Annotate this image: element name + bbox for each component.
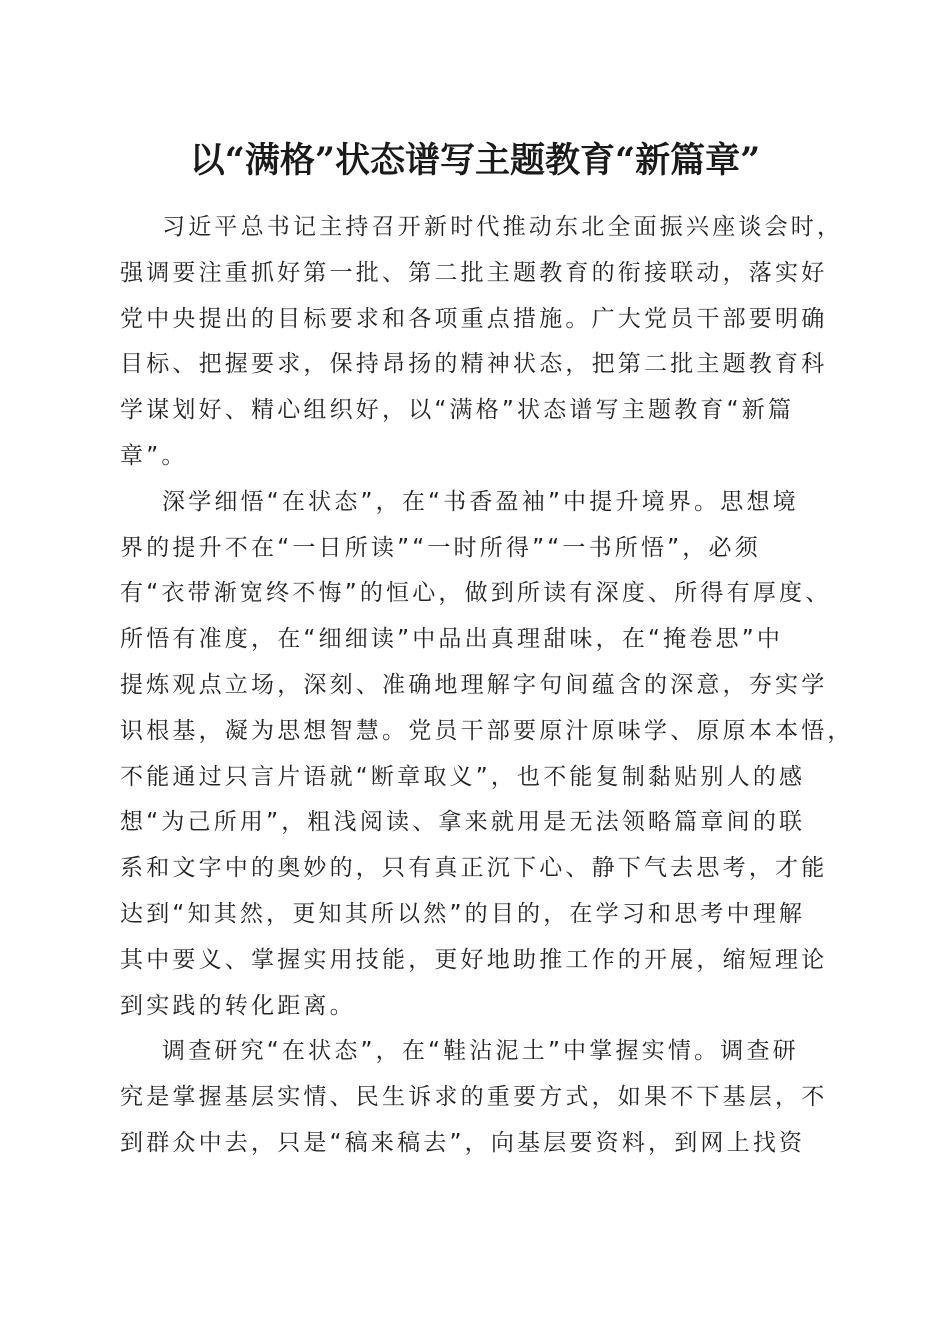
text-line: 想“为己所用”，粗浅阅读、拿来就用是无法领略篇章间的联 bbox=[120, 809, 806, 836]
text-line: 其中要义、掌握实用技能，更好地助推工作的开展，缩短理论 bbox=[120, 946, 828, 973]
paragraph-1 bbox=[120, 205, 844, 480]
text-line: 究是掌握基层实情、民生诉求的重要方式，如果不下基层，不 bbox=[120, 1084, 828, 1111]
text-line: 界的提升不在“一日所读”“一时所得”“一书所悟”，必须 bbox=[120, 534, 761, 561]
document-title: 以“满格”状态谱写主题教育“新篇章” bbox=[189, 140, 761, 181]
text-line: 识根基，凝为思想智慧。党员干部要原汁原味学、原原本本悟， bbox=[120, 717, 854, 744]
text-line: 系和文字中的奥妙的，只有真正沉下心、静下气去思考，才能 bbox=[120, 855, 828, 882]
paragraph-2 bbox=[120, 480, 854, 1030]
text-line: 学谋划好、精心组织好，以“满格”状态谱写主题教育“新篇 bbox=[120, 397, 795, 424]
document-body bbox=[120, 205, 854, 1167]
text-line: 所悟有准度，在“细细读”中品出真理甜味，在“掩卷思”中 bbox=[120, 626, 784, 653]
text-line: 深学细悟“在状态”，在“书香盈袖”中提升境界。思想境 bbox=[162, 488, 799, 515]
text-line: 到群众中去，只是“稿来稿去”，向基层要资料，到网上找资 bbox=[120, 1129, 806, 1156]
text-line: 目标、把握要求，保持昂扬的精神状态，把第二批主题教育科 bbox=[120, 351, 828, 378]
text-line: 党中央提出的目标要求和各项重点措施。广大党员干部要明确 bbox=[120, 305, 828, 332]
text-line: 强调要注重抓好第一批、第二批主题教育的衔接联动，落实好 bbox=[120, 259, 828, 286]
text-line: 有“衣带渐宽终不悔”的恒心，做到所读有深度、所得有厚度、 bbox=[120, 580, 832, 607]
text-line: 到实践的转化距离。 bbox=[120, 992, 356, 1019]
text-line: 不能通过只言片语就“断章取义”，也不能复制黏贴别人的感 bbox=[120, 763, 806, 790]
paragraph-3 bbox=[120, 1029, 832, 1166]
text-line: 习近平总书记主持召开新时代推动东北全面振兴座谈会时， bbox=[162, 214, 844, 240]
text-line: 章”。 bbox=[120, 442, 188, 469]
text-line: 达到“知其然，更知其所以然”的目的，在学习和思考中理解 bbox=[120, 900, 806, 927]
text-line: 调查研究“在状态”，在“鞋沾泥土”中掌握实情。调查研 bbox=[162, 1038, 799, 1065]
text-line: 提炼观点立场，深刻、准确地理解字句间蕴含的深意，夯实学 bbox=[120, 671, 828, 698]
